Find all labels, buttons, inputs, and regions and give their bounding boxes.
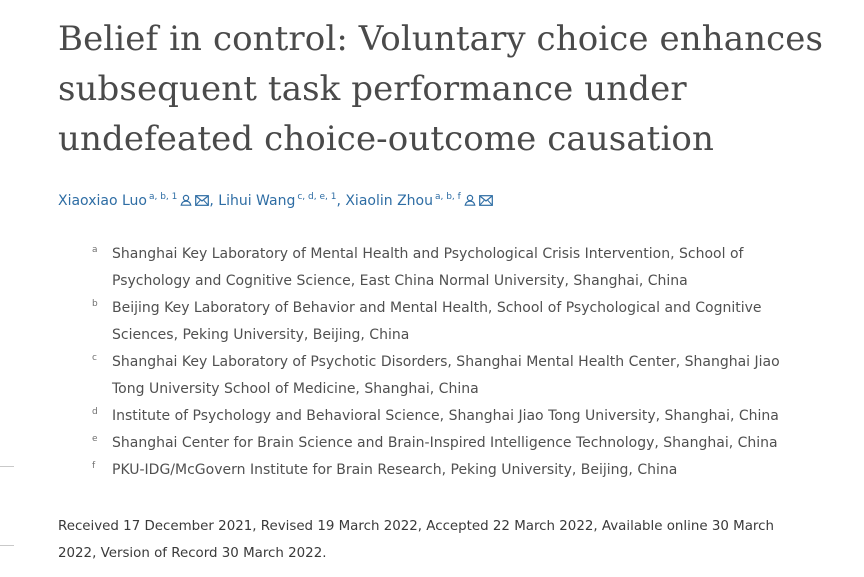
affiliation-line: Shanghai Key Laboratory of Mental Health and Psychological Crisis Intervention, School of: [112, 246, 744, 262]
affiliation-mark: a: [92, 245, 98, 255]
affiliation-d: [92, 403, 832, 430]
affiliation-list: [92, 241, 832, 484]
author-xiaolin-zhou[interactable]: [345, 193, 492, 209]
affiliation-mark: e: [92, 434, 98, 444]
affiliation-line: PKU-IDG/McGovern Institute for Brain Research, Peking University, Beijing, China: [112, 462, 678, 478]
title-line: undefeated choice-outcome causation: [58, 119, 714, 159]
affiliation-mark: f: [92, 461, 96, 471]
title-line: subsequent task performance under: [58, 69, 687, 109]
affiliation-line: Beijing Key Laboratory of Behavior and Mental Health, School of Psychological and Cognitive: [112, 300, 762, 316]
author-name[interactable]: Xiaolin Zhou: [345, 193, 433, 209]
title-line: Belief in control: Voluntary choice enhances: [58, 19, 824, 59]
author-name[interactable]: Lihui Wang: [218, 193, 296, 209]
article-title: [58, 14, 848, 164]
author-affiliation-refs[interactable]: a, b, f: [434, 192, 461, 202]
margin-tick-bottom: [0, 545, 14, 546]
affiliation-mark: d: [92, 407, 98, 417]
affiliation-line: Sciences, Peking University, Beijing, China: [112, 327, 410, 343]
affiliation-line: Shanghai Center for Brain Science and Brain-Inspired Intelligence Technology, Shanghai, China: [112, 435, 778, 451]
affiliation-line: Shanghai Key Laboratory of Psychotic Disorders, Shanghai Mental Health Center, Shanghai Jiao: [112, 354, 780, 370]
affiliation-a: [92, 241, 832, 295]
affiliation-line: Psychology and Cognitive Science, East China Normal University, Shanghai, China: [112, 273, 688, 289]
author-list: [58, 186, 493, 212]
affiliation-mark: c: [92, 353, 97, 363]
author-separator: ,: [209, 193, 214, 209]
author-lihui-wang[interactable]: [218, 193, 336, 209]
history-line: 2022, Version of Record 30 March 2022.: [58, 546, 327, 561]
author-affiliation-refs[interactable]: c, d, e, 1: [297, 192, 337, 202]
person-icon[interactable]: [464, 194, 476, 206]
mail-icon[interactable]: [479, 195, 493, 206]
affiliation-b: [92, 295, 832, 349]
affiliation-line: Institute of Psychology and Behavioral Science, Shanghai Jiao Tong University, Shanghai, China: [112, 408, 779, 424]
affiliation-mark: b: [92, 299, 98, 309]
author-affiliation-refs[interactable]: a, b, 1: [148, 192, 178, 202]
affiliation-line: Tong University School of Medicine, Shanghai, China: [112, 381, 479, 397]
author-name[interactable]: Xiaoxiao Luo: [58, 193, 147, 209]
affiliation-c: [92, 349, 832, 403]
mail-icon[interactable]: [195, 195, 209, 206]
author-xiaoxiao-luo[interactable]: [58, 193, 209, 209]
author-separator: ,: [336, 193, 341, 209]
affiliation-e: [92, 430, 832, 457]
person-icon[interactable]: [180, 194, 192, 206]
margin-tick-top: [0, 466, 14, 467]
affiliation-f: [92, 457, 832, 484]
article-history: [58, 513, 848, 567]
history-line: Received 17 December 2021, Revised 19 March 2022, Accepted 22 March 2022, Available online 30 March: [58, 519, 774, 534]
